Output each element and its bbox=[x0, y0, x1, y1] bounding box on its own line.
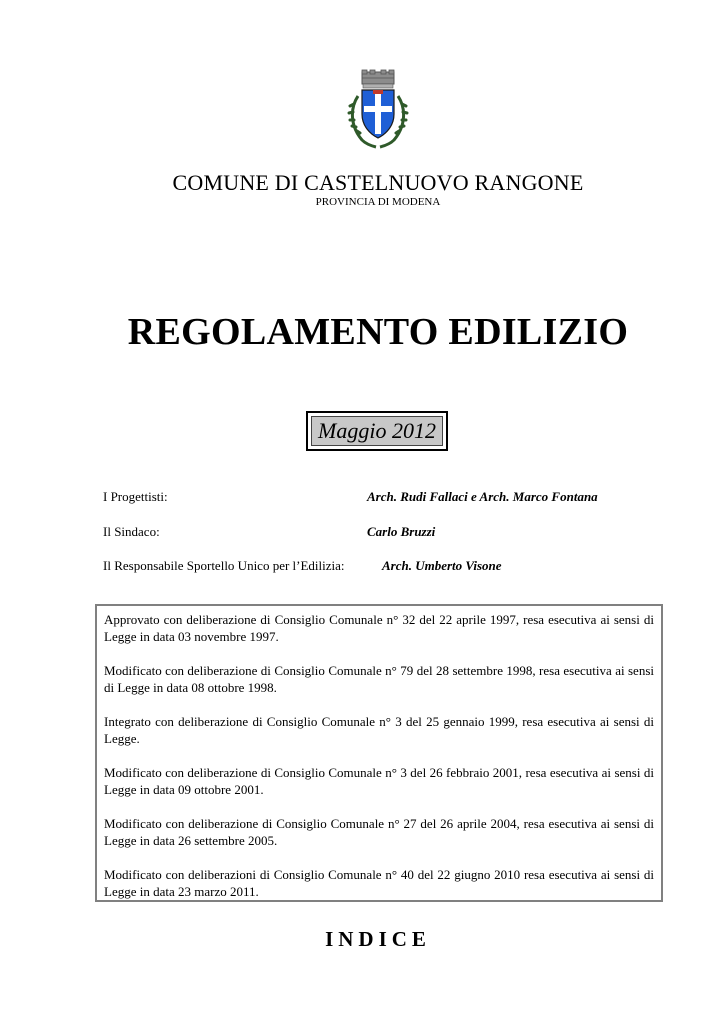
approval-entry: Approvato con deliberazione di Consiglio Comunale n° 32 del 22 aprile 1997, resa esecutiva ai sensi di Legge in data 03 novembre 1997. bbox=[104, 612, 654, 644]
municipal-coat-of-arms-icon bbox=[346, 68, 410, 150]
approval-entry: Modificato con deliberazione di Consiglio Comunale n° 3 del 26 febbraio 2001, resa esecutiva ai sensi di Legge in data 09 ottobre 2001. bbox=[104, 765, 654, 797]
role-value-designers: Arch. Rudi Fallaci e Arch. Marco Fontana bbox=[367, 489, 598, 504]
index-heading: INDICE bbox=[325, 927, 431, 951]
approval-entry: Modificato con deliberazione di Consiglio Comunale n° 79 del 28 settembre 1998, resa esecutiva ai sensi di Legge in data 08 ottobre 1998. bbox=[104, 663, 654, 695]
approval-entry: Modificato con deliberazione di Consiglio Comunale n° 27 del 26 aprile 2004, resa esecutiva ai sensi di Legge in data 26 settembre 2005. bbox=[104, 816, 654, 848]
role-value-mayor: Carlo Bruzzi bbox=[367, 524, 436, 539]
province-name: PROVINCIA DI MODENA bbox=[315, 196, 441, 208]
approvals-box bbox=[95, 604, 663, 902]
document-date: Maggio 2012 bbox=[311, 416, 443, 446]
role-label-mayor: Il Sindaco: bbox=[103, 524, 160, 539]
document-title: REGOLAMENTO EDILIZIO bbox=[127, 311, 629, 353]
date-box bbox=[306, 411, 448, 451]
role-label-designers: I Progettisti: bbox=[103, 489, 168, 504]
role-label-manager: Il Responsabile Sportello Unico per l’Edilizia: bbox=[103, 558, 345, 573]
municipality-name: COMUNE DI CASTELNUOVO RANGONE bbox=[172, 170, 584, 195]
approval-entry: Integrato con deliberazione di Consiglio Comunale n° 3 del 25 gennaio 1999, resa esecutiva ai sensi di Legge. bbox=[104, 714, 654, 746]
role-value-manager: Arch. Umberto Visone bbox=[382, 558, 502, 573]
approval-entry: Modificato con deliberazioni di Consiglio Comunale n° 40 del 22 giugno 2010 resa esecutiva ai sensi di Legge in data 23 marzo 2011. bbox=[104, 867, 654, 899]
